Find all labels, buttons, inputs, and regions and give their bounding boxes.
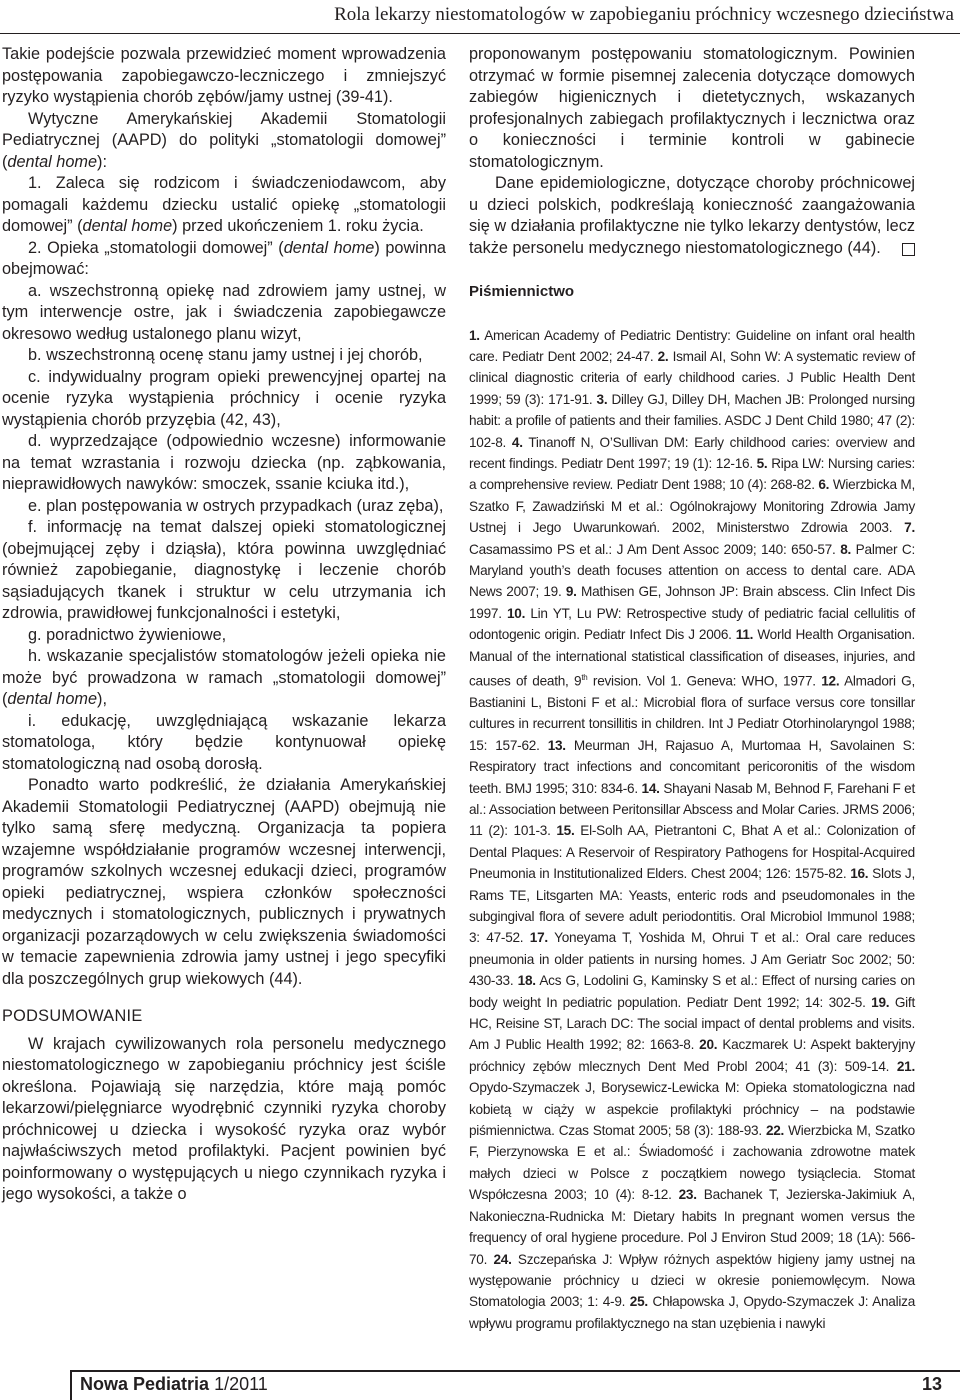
list-item-c: c. indywidualny program opieki prewencyjnej opartej na ocenie ryzyka wystąpienia próchnicy i ocenie ryzyka wystąpienia chorób przyzębia (42, 43), (2, 367, 446, 429)
footer-rule (70, 1370, 960, 1372)
references-heading: Piśmiennictwo (469, 283, 575, 300)
list-item-b: b. wszechstronną ocenę stanu jamy ustnej i jej chorób, (28, 346, 423, 364)
list-item-e: e. plan postępowania w ostrych przypadkach (uraz zęba), (28, 496, 444, 515)
paragraph: Ponadto warto podkreślić, że działania Amerykańskiej Akademii Stomatologii Pediatrycznej (AAPD) obejmują nie tylko samą sferę medyczną. Organizacja ta popiera wzajemne współdziałanie programów wczesnej interwencji, programów szkolnych wczesnej edukacji dzieci, programów opieki pediatrycznej, wspiera członków społeczności medycznych i stomatologicznych, publicznych i prywatnych organizacji pozarządowych w celu zwiększenia świadomości w temacie zapewnienia zdrowia jamy ustnej i jego specyfiki dla poszczególnych grup wiekowych (44). (2, 776, 446, 988)
list-item-g: g. poradnictwo żywieniowe, (28, 625, 227, 644)
page-number: 13 (921, 1374, 942, 1394)
list-item-a: a. wszechstronną opiekę nad zdrowiem jamy ustnej, w tym interwencje ostre, jak i świadczenia zapobiegawcze okresowo według ustalonego planu wizyt, (2, 281, 446, 343)
journal-name: Nowa Pediatria (80, 1374, 210, 1394)
guideline-item-2: 2. Opieka „stomatologii domowej” (dental home) powinna obejmować: (2, 238, 446, 278)
end-of-article-mark (902, 243, 915, 256)
list-item-h: h. wskazanie specjalistów stomatologów jeżeli opieka nie może być prowadzona w ramach „stomatologii domowej” (dental home), (2, 647, 446, 708)
running-head: Rola lekarzy niestomatologów w zapobieganiu próchnicy wczesnego dzieciństwa (334, 4, 954, 25)
journal-issue: 1/2011 (214, 1374, 268, 1394)
paragraph: W krajach cywilizowanych rola personelu medycznego niestomatologicznego w zapobieganiu próchnicy jest ściśle określona. Pojawiają się narzędzia, które mają pomóc lekarzowi/pielęgniarce wyodrębnić czynniki ryzyka choroby próchnicowej u dziecka i wysokość ryzyka oraz wybór najwłaściwszych metod profilaktyki. Pacjent powinien być poinformowany o występujących u niego czynnikach ryzyka i jego wysokości, a także o (2, 1034, 446, 1203)
list-item-f: f. informację na temat dalszej opieki stomatologicznej (obejmującej zęby i dziąsła), która powinna uwzględniać również zapobieganie, diagnostykę i leczenie chorób sąsiadujących tkanek i struktur w celu utrzymania ich zdrowia, prawidłowej funkcjonalności i estetyki, (2, 518, 446, 622)
right-column (469, 44, 915, 1334)
header-rule (0, 33, 960, 34)
guideline-item-1: 1. Zaleca się rodzicom i świadczeniodawcom, aby pomagali każdemu dziecku ustalić opiekę „stomatologii domowej” (dental home) przed ukończeniem 1. roku życia. (2, 174, 446, 235)
list-item-d: d. wyprzedzające (odpowiednio wczesne) informowanie na temat wzrastania i rozwoju dziecka (np. ząbkowania, nieprawidłowych nawyków: smoczek, ssanie kciuka itd.), (2, 432, 446, 493)
paragraph: Wytyczne Amerykańskiej Akademii Stomatologii Pediatrycznej (AAPD) do polityki „stomatologii domowej” (dental home): (2, 109, 446, 171)
left-column (2, 44, 446, 1206)
paragraph (469, 173, 915, 259)
footer-divider (70, 1370, 72, 1400)
paragraph: proponowanym postępowaniu stomatologicznym. Powinien otrzymać w formie pisemnej zalecenia dotyczące domowych zabiegów higienicznych i dietetycznych, wskazanych profesjonalnych zabiegach profilaktycznych i lecznictwa oraz o konieczności i terminie kontroli w gabinecie stomatologicznym. (469, 45, 915, 171)
list-item-i: i. edukację, uwzględniającą wskazanie lekarza stomatologa, który będzie kontynuował opiekę stomatologiczną nad osobą dorosłą. (2, 711, 446, 773)
paragraph-text: Dane epidemiologiczne, dotyczące choroby próchnicowej u dzieci polskich, podkreślają konieczność zaangażowania się w działania profilaktyczne nie tylko lekarzy dentystów, lecz także personelu medycznego niestomatologicznego (44). (469, 174, 915, 257)
paragraph: Takie podejście pozwala przewidzieć moment wprowadzenia postępowania zapobiegawczo-leczniczego i zmniejszyć ryzyko wystąpienia chorób zębów/jamy ustnej (39-41). (2, 45, 446, 106)
references-list: 1. American Academy of Pediatric Dentistry: Guideline on infant oral health care. Pediatr Dent 2002; 24-47. 2. Ismail AI, Sohn W: A systematic review of clinical diagnostic criteria of early childhood caries. J Public Health Dent 1999; 59 (3): 171-91. 3. Dilley GJ, Dilley DH, Machen JB: Prolonged nursing habit: a profile of patients and their families. ASDC J Dent Child 1980; 47 (2): 102-8. 4. Tinanoff N, O’Sullivan DM: Early childhood caries: overview and recent findings. Pediatr Dent 1997; 19 (1): 12-16. 5. Ripa LW: Nursing caries: a comprehensive review. Pediatr Dent 1988; 10 (4): 268-82. 6. Wierzbicka M, Szatko F, Zawadziński M et al.: Ogólnokrajowy Monitoring Zdrowia Jamy Ustnej i Jego Uwarunkowań. 2002, Ministerstwo Zdrowia 2003. 7. Casamassimo PS et al.: J Am Dent Assoc 2009; 140: 650-57. 8. Palmer C: Maryland youth’s death focuses attention on access to dental care. ADA News 2007; 19. 9. Mathisen GE, Johnson JP: Brain abscess. Clin Infect Dis 1997. 10. Lin YT, Lu PW: Retrospective study of pediatric facial cellulitis of odontogenic origin. Pediatr Infect Dis J 2006. 11. World Health Organisation. Manual of the international statistical classification of diseases, injuries, and causes of death, 9th revision. Vol 1. Geneva: WHO, 1977. 12. Almadori G, Bastianini L, Bistoni F et al.: Microbial flora of surface versus core tonsillar cultures in recurrent tonsillitis in children. Int J Pediatr Otorhinolaryngol 1988; 15: 157-62. 13. Meurman JH, Rajasuo A, Murtomaa H, Savolainen S: Respiratory tract infections and concomitant pericoronitis of the wisdom teeth. BMJ 1995; 310: 834-6. 14. Shayani Nasab M, Behnod F, Farehani F et al.: Association between Peritonsillar Abscess and Molar Caries. JRMS 2006; 11 (2): 101-3. 15. El-Solh AA, Pietrantoni C, Bhat A et al.: Colonization of Dental Plaques: A Reservoir of Respiratory Pathogens for Hospital-Acquired Pneumonia in Institutionalized Elders. Chest 2004; 126: 1575-82. 16. Slots J, Rams TE, Litsgarten MA: Yeasts, enteric rods and pseudomonales in the subgingival flora of severe adult periodontitis. Oral Microbiol Immunol 1988; 3: 47-52. 17. Yoneyama T, Yoshida M, Ohrui T et al.: Oral care reduces pneumonia in older patients in nursing homes. J Am Geriatr Soc 2002; 50: 430-33. 18. Acs G, Lodolini G, Kaminsky S et al.: Effect of nursing caries on body weight In pediatric population. Pediatr Dent 1992; 14: 302-5. 19. Gift HC, Reisine ST, Larach DC: The social impact of dental problems and visits. Am J Public Health 1992; 82: 1663-8. 20. Kaczmarek U: Aspekt bakteryjny próchnicy zębów mlecznych Dent Med Probl 2004; 41 (3): 509-14. 21. Opydo-Szymaczek J, Borysewicz-Lewicka M: Opieka stomatologiczna nad kobietą w ciąży w aspekcie profilaktyki próchnicy – na podstawie piśmiennictwa. Czas Stomat 2005; 58 (3): 188-93. 22. Wierzbicka M, Szatko F, Pierzynowska E et al.: Świadomość i zachowania zdrowotne matek małych dzieci w Polsce z początkiem nowego tysiąclecia. Stomat Współczesna 2003; 10 (4): 8-12. 23. Bachanek T, Jezierska-Jakimiuk A, Nakonieczna-Rudnicka M: Dietary habits In pregnant women versus the frequency of oral hygiene procedure. Pol J Environ Stud 2009; 18 (1A): 566-70. 24. Szczepańska J: Wpływ różnych aspektów higieny jamy ustnej na występowanie próchnicy u dzieci w okresie poniemowlęcym. Nowa Stomatologia 2003; 1: 4-9. 25. Chłapowska J, Opydo-Szymaczek J: Analiza wpływu programu profilaktycznego na stan uzębienia i nawyki (469, 327, 916, 1331)
section-heading: PODSUMOWANIE (2, 1007, 143, 1025)
journal-footer (80, 1374, 268, 1395)
